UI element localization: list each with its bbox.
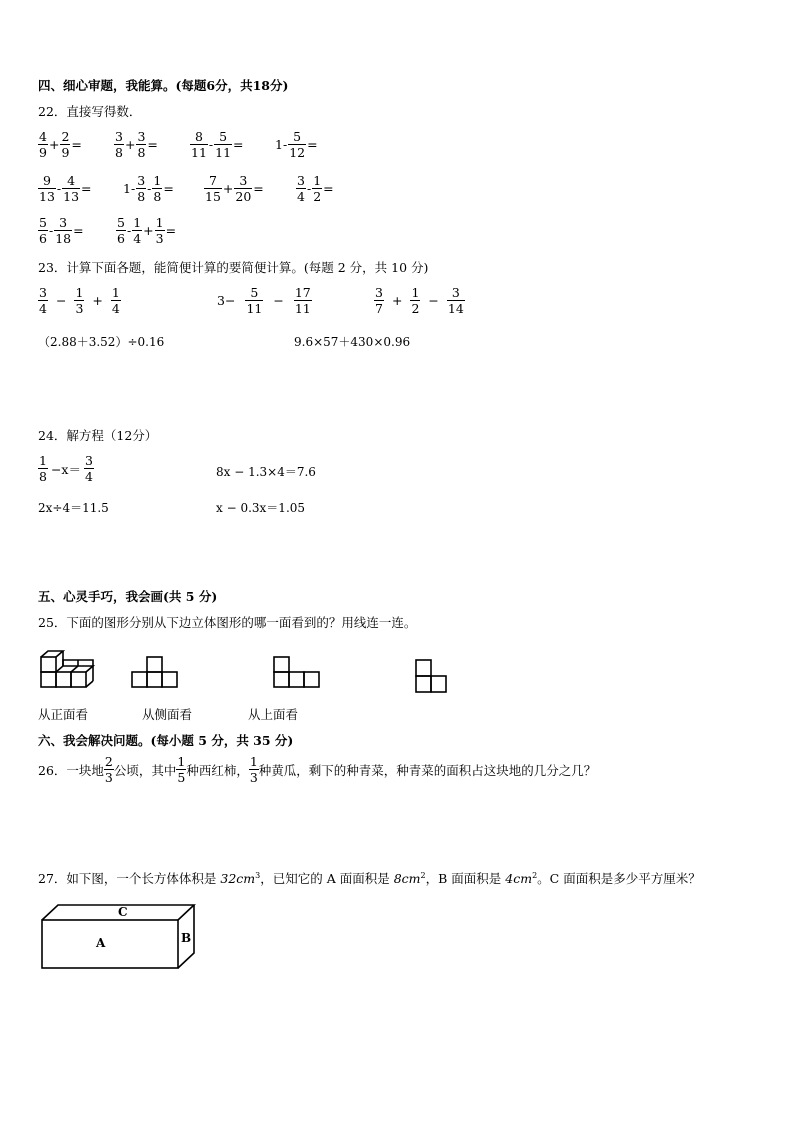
q24-equation-3: 2x÷4＝11.5 [38, 501, 109, 515]
face-label-b: B [181, 931, 192, 945]
fraction: $\frac{5}{12}$ [289, 129, 306, 161]
q23-expression-1: $\frac{3}{4}$ − $\frac{1}{3}$ + $\frac{1}{4}$ [39, 285, 120, 317]
q22-expression-3: $\frac{8}{11}$ - $\frac{5}{11}$ = [191, 129, 244, 161]
face-label-a: A [96, 936, 106, 950]
fraction: $\frac{1}{4}$ [111, 285, 120, 317]
q24-equation-2: 8x − 1.3×4＝7.6 [216, 465, 316, 479]
fraction: $\frac{5}{6}$ [117, 215, 125, 247]
fraction: $\frac{1}{2}$ [411, 285, 420, 317]
q23-expression-2: 3− $\frac{5}{11}$ − $\frac{17}{11}$ [217, 285, 311, 317]
fraction: $\frac{3}{8}$ [137, 173, 146, 205]
fraction: $\frac{17}{11}$ [294, 285, 311, 317]
fraction: $\frac{3}{18}$ [55, 215, 72, 247]
fraction: $\frac{5}{11}$ [215, 129, 232, 161]
fraction: $\frac{9}{13}$ [39, 173, 55, 205]
fraction: $\frac{3}{8}$ [115, 129, 123, 161]
fraction: $\frac{4}{13}$ [63, 173, 80, 205]
fraction: $\frac{1}{3}$ [75, 285, 84, 317]
fraction: $\frac{1}{3}$ [249, 754, 258, 786]
fraction: $\frac{3}{8}$ [137, 129, 146, 161]
q23-expression-5: 9.6×57＋430×0.96 [294, 335, 411, 349]
q22-expression-6: 1- $\frac{3}{8}$ - $\frac{1}{8}$ = [123, 173, 174, 205]
fraction: $\frac{2}{9}$ [61, 129, 70, 161]
view-label-top: 从上面看 [248, 707, 299, 722]
fraction: $\frac{8}{11}$ [191, 129, 207, 161]
fraction: $\frac{4}{9}$ [39, 129, 47, 161]
q22-expression-4: 1- $\frac{5}{12}$ = [275, 129, 318, 161]
face-label-c: C [118, 905, 128, 919]
fraction: $\frac{3}{4}$ [39, 285, 47, 317]
fraction: $\frac{3}{7}$ [375, 285, 383, 317]
fraction: $\frac{1}{8}$ [153, 173, 162, 205]
q23-expression-3: $\frac{3}{7}$ + $\frac{1}{2}$ − $\frac{3}{14}$ [375, 285, 464, 317]
q22-expression-9: $\frac{5}{6}$ - $\frac{3}{18}$ = [39, 215, 84, 247]
q24-equation-1: $\frac{1}{8}$ −x＝ $\frac{3}{4}$ [39, 453, 93, 485]
view-label-side: 从侧面看 [142, 707, 193, 722]
fraction: $\frac{3}{4}$ [84, 453, 93, 485]
view-shape-1 [130, 654, 178, 690]
q26-text: 26．一块地 $\frac{2}{3}$ 公顷，其中 $\frac{1}{5}$ 种西红柿， $\frac{1}{3}$ 种黄瓜，剩下的种青菜，种青菜的面积占这块地的几分之几？ [38, 754, 597, 786]
fraction: $\frac{1}{5}$ [177, 754, 186, 786]
view-label-front: 从正面看 [38, 707, 89, 722]
fraction: $\frac{3}{20}$ [235, 173, 252, 205]
cuboid-figure [40, 902, 196, 972]
view-shape-2 [272, 654, 320, 690]
section5-title: 五、心灵手巧，我会画(共 5 分) [38, 589, 218, 604]
fraction: $\frac{5}{11}$ [246, 285, 263, 317]
fraction: $\frac{3}{4}$ [297, 173, 305, 205]
q23-label: 23．计算下面各题，能简便计算的要简便计算。(每题 2 分，共 10 分) [38, 260, 429, 275]
q24-label: 24．解方程（12分） [38, 428, 158, 443]
q22-expression-10: $\frac{5}{6}$ - $\frac{1}{4}$ + $\frac{1}{3}$ = [117, 215, 177, 247]
fraction: $\frac{1}{8}$ [39, 453, 47, 485]
section4-title: 四、细心审题，我能算。(每题6分，共18分) [38, 78, 289, 93]
fraction: $\frac{7}{15}$ [205, 173, 221, 205]
q22-label: 22．直接写得数． [38, 104, 142, 119]
fraction: $\frac{3}{14}$ [447, 285, 464, 317]
q27-text: 27．如下图，一个长方体体积是 $32cm^3$，已知它的 A 面面积是 $8cm^2$，B 面面积是 $4cm^2$。C 面面积是多少平方厘米？ [38, 871, 701, 887]
q24-equation-4: x − 0.3x＝1.05 [216, 501, 306, 515]
view-shape-3 [414, 656, 448, 696]
solid-figure [38, 646, 104, 692]
fraction: $\frac{1}{4}$ [133, 215, 142, 247]
q22-expression-1: $\frac{4}{9}$ + $\frac{2}{9}$ = [39, 129, 82, 161]
fraction: $\frac{5}{6}$ [39, 215, 47, 247]
q25-label: 25．下面的图形分别从下边立体图形的哪一面看到的？用线连一连。 [38, 615, 417, 630]
fraction: $\frac{1}{3}$ [155, 215, 164, 247]
fraction: $\frac{2}{3}$ [104, 754, 113, 786]
q22-expression-7: $\frac{7}{15}$ + $\frac{3}{20}$ = [205, 173, 264, 205]
fraction: $\frac{1}{2}$ [313, 173, 322, 205]
section6-title: 六、我会解决问题。(每小题 5 分，共 35 分) [38, 733, 294, 748]
q22-expression-5: $\frac{9}{13}$ - $\frac{4}{13}$ = [39, 173, 92, 205]
q23-expression-4: （2.88＋3.52）÷0.16 [38, 335, 165, 349]
q22-expression-8: $\frac{3}{4}$ - $\frac{1}{2}$ = [297, 173, 334, 205]
q22-expression-2: $\frac{3}{8}$ + $\frac{3}{8}$ = [115, 129, 158, 161]
